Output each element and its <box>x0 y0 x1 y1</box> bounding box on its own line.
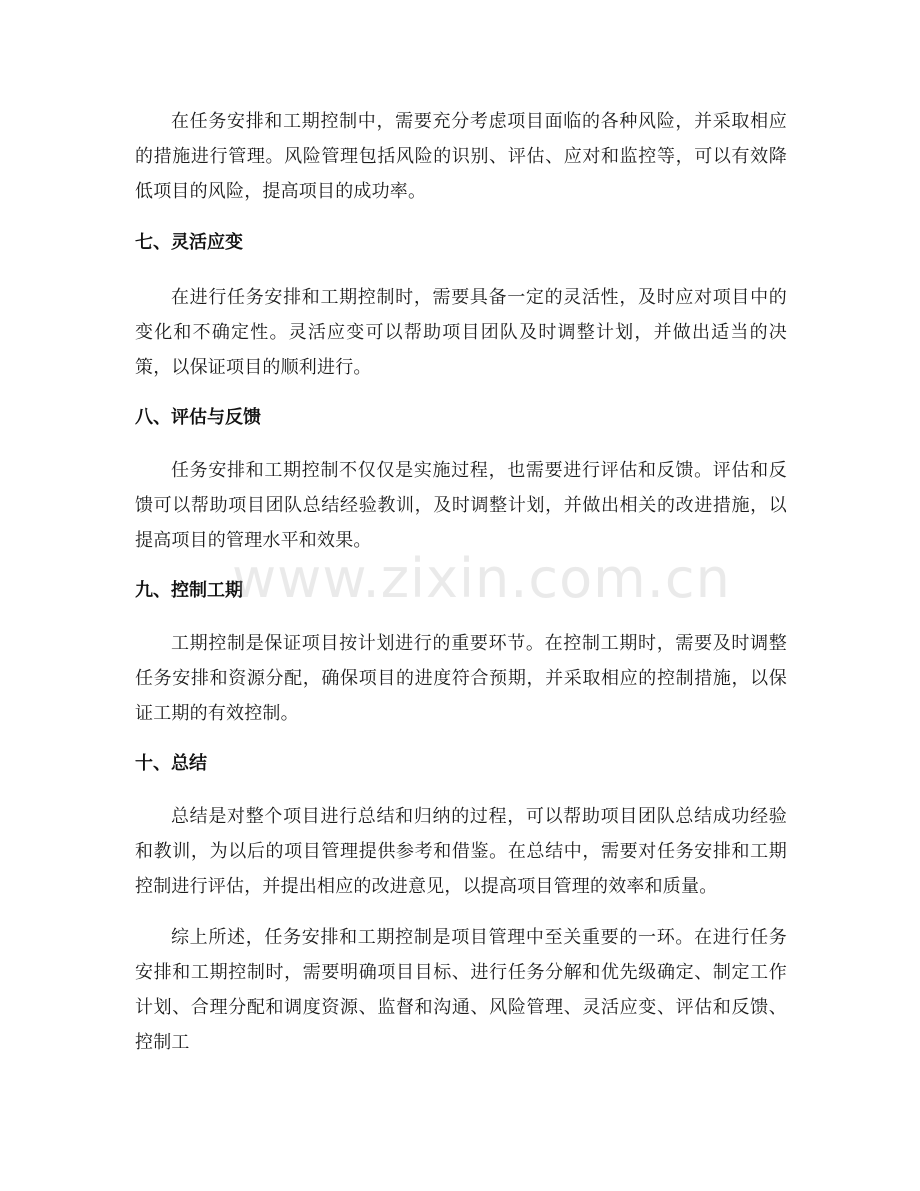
paragraph-schedule-control: 工期控制是保证项目按计划进行的重要环节。在控制工期时，需要及时调整任务安排和资源分配，确保项目的进度符合预期，并采取相应的控制措施，以保证工期的有效控制。 <box>135 633 787 724</box>
paragraph-flexibility: 在进行任务安排和工期控制时，需要具备一定的灵活性，及时应对项目中的变化和不确定性。灵活应变可以帮助项目团队及时调整计划，并做出适当的决策，以保证项目的顺利进行。 <box>135 287 787 378</box>
section-heading-flexibility: 七、灵活应变 <box>135 232 243 253</box>
watermark-text: www.zixin.com.cn <box>232 547 731 610</box>
paragraph-evaluation-feedback: 任务安排和工期控制不仅仅是实施过程，也需要进行评估和反馈。评估和反馈可以帮助项目团队总结经验教训，及时调整计划，并做出相关的改进措施，以提高项目的管理水平和效果。 <box>135 460 787 551</box>
section-heading-evaluation-feedback: 八、评估与反馈 <box>135 407 261 428</box>
paragraph-conclusion: 综上所述，任务安排和工期控制是项目管理中至关重要的一环。在进行任务安排和工期控制时，需要明确项目目标、进行任务分解和优先级确定、制定工作计划、合理分配和调度资源、监督和沟通、风险管理、灵活应变、评估和反馈、控制工 <box>135 927 787 1053</box>
paragraph-risk-management: 在任务安排和工期控制中，需要充分考虑项目面临的各种风险，并采取相应的措施进行管理。风险管理包括风险的识别、评估、应对和监控等，可以有效降低项目的风险，提高项目的成功率。 <box>135 111 787 202</box>
section-heading-summary: 十、总结 <box>135 753 207 774</box>
paragraph-summary: 总结是对整个项目进行总结和归纳的过程，可以帮助项目团队总结成功经验和教训，为以后的项目管理提供参考和借鉴。在总结中，需要对任务安排和工期控制进行评估，并提出相应的改进意见，以提高项目管理的效率和质量。 <box>135 806 787 897</box>
section-heading-schedule-control: 九、控制工期 <box>135 580 243 601</box>
